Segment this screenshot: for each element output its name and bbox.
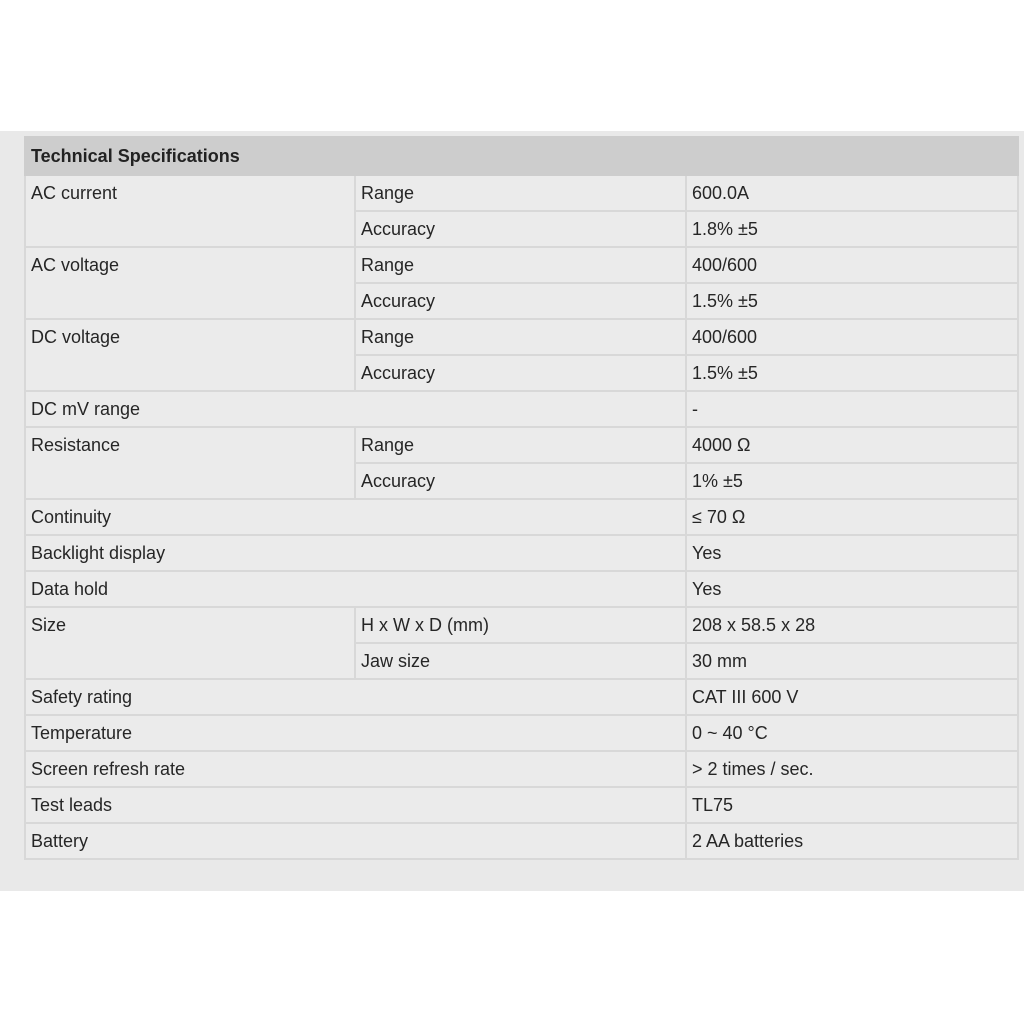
ac-voltage-accuracy-label: Accuracy <box>355 283 686 319</box>
spec-table <box>24 136 1019 860</box>
resistance-accuracy-label: Accuracy <box>355 463 686 499</box>
table-row-screen-refresh-rate <box>25 751 1018 787</box>
ac-voltage-range-label: Range <box>355 247 686 283</box>
ac-voltage-accuracy-value: 1.5% ±5 <box>686 283 1018 319</box>
ac-current-label: AC current <box>25 175 355 247</box>
test-leads-label: Test leads <box>25 787 686 823</box>
table-row-temperature <box>25 715 1018 751</box>
ac-current-accuracy-label: Accuracy <box>355 211 686 247</box>
backlight-display-value: Yes <box>686 535 1018 571</box>
dc-voltage-range-value: 400/600 <box>686 319 1018 355</box>
data-hold-value: Yes <box>686 571 1018 607</box>
ac-current-accuracy-value: 1.8% ±5 <box>686 211 1018 247</box>
table-row-dc-mv-range <box>25 391 1018 427</box>
table-row-dc-voltage-range <box>25 319 1018 355</box>
continuity-value: ≤ 70 Ω <box>686 499 1018 535</box>
table-row-data-hold <box>25 571 1018 607</box>
resistance-accuracy-value: 1% ±5 <box>686 463 1018 499</box>
dc-mv-range-value: - <box>686 391 1018 427</box>
battery-value: 2 AA batteries <box>686 823 1018 859</box>
temperature-value: 0 ~ 40 °C <box>686 715 1018 751</box>
size-jaw-label: Jaw size <box>355 643 686 679</box>
dc-voltage-label: DC voltage <box>25 319 355 391</box>
table-row-continuity <box>25 499 1018 535</box>
dc-voltage-range-label: Range <box>355 319 686 355</box>
table-row-resistance-range <box>25 427 1018 463</box>
continuity-label: Continuity <box>25 499 686 535</box>
data-hold-label: Data hold <box>25 571 686 607</box>
size-dims-label: H x W x D (mm) <box>355 607 686 643</box>
table-row-battery <box>25 823 1018 859</box>
backlight-display-label: Backlight display <box>25 535 686 571</box>
ac-current-range-label: Range <box>355 175 686 211</box>
screen-refresh-rate-label: Screen refresh rate <box>25 751 686 787</box>
size-jaw-value: 30 mm <box>686 643 1018 679</box>
table-row-backlight-display <box>25 535 1018 571</box>
resistance-label: Resistance <box>25 427 355 499</box>
table-header-row <box>25 137 1018 175</box>
table-row-ac-current-range <box>25 175 1018 211</box>
safety-rating-label: Safety rating <box>25 679 686 715</box>
dc-voltage-accuracy-value: 1.5% ±5 <box>686 355 1018 391</box>
temperature-label: Temperature <box>25 715 686 751</box>
test-leads-value: TL75 <box>686 787 1018 823</box>
safety-rating-value: CAT III 600 V <box>686 679 1018 715</box>
screen-refresh-rate-value: > 2 times / sec. <box>686 751 1018 787</box>
table-row-size-dims <box>25 607 1018 643</box>
ac-voltage-label: AC voltage <box>25 247 355 319</box>
size-label: Size <box>25 607 355 679</box>
table-row-test-leads <box>25 787 1018 823</box>
ac-current-range-value: 600.0A <box>686 175 1018 211</box>
battery-label: Battery <box>25 823 686 859</box>
ac-voltage-range-value: 400/600 <box>686 247 1018 283</box>
dc-voltage-accuracy-label: Accuracy <box>355 355 686 391</box>
resistance-range-label: Range <box>355 427 686 463</box>
table-row-ac-voltage-range <box>25 247 1018 283</box>
table-row-safety-rating <box>25 679 1018 715</box>
dc-mv-range-label: DC mV range <box>25 391 686 427</box>
size-dims-value: 208 x 58.5 x 28 <box>686 607 1018 643</box>
resistance-range-value: 4000 Ω <box>686 427 1018 463</box>
table-title: Technical Specifications <box>25 137 1018 175</box>
